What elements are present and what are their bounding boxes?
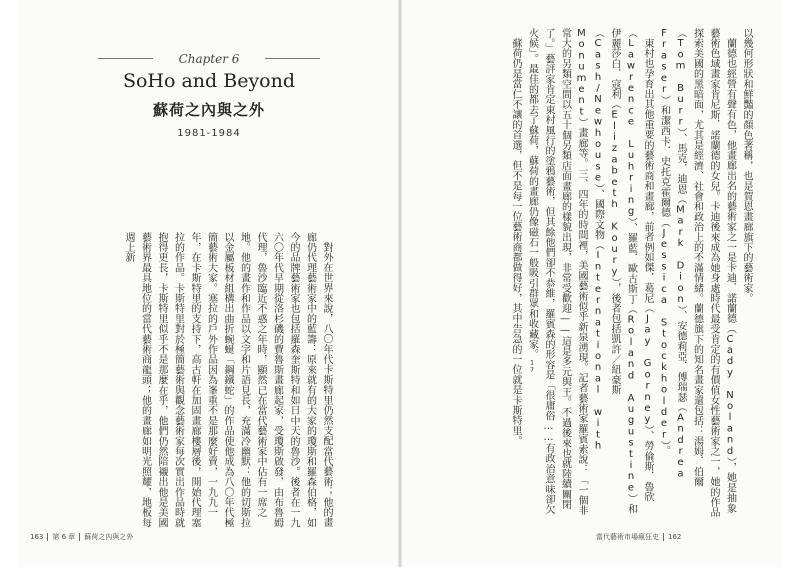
page-number: 162	[668, 533, 682, 541]
right-paragraph: 蘭德也經營有聲有色，他畫廊出名的藝術家之一是卡迪．諾蘭德（Cady Noland），她是抽象藝術色域畫家肯尼斯．諾蘭德的女兒。卡迪後來成為她身處時代最受肯定的有價值女性藝術家之一，她的作品探索美國的黑暗面，尤其是經濟、社會和政治上的不滿情緒。蘭德旗下的知名畫家還包括：湯姆．伯爾（Tom Burr）、馬克．迪恩（Mark Dion）、安德莉亞．傅瑞瑟（Andrea Fraser）和潔西卡．史托克霍爾德（Jessica Stockholder）。	[658, 28, 736, 518]
folio-divider	[47, 533, 48, 541]
folio-divider	[79, 533, 80, 541]
chapter-title-cn: 蘇荷之內與之外	[152, 101, 265, 119]
right-paragraph: 以幾何形狀和鮮豔的顏色著稱，也是賀恩畫廊旗下的藝術家。	[741, 28, 752, 304]
right-folio	[596, 532, 681, 542]
right-page-body	[466, 28, 754, 519]
chapter-years: 1981-1984	[177, 128, 241, 139]
right-paragraph	[523, 28, 655, 519]
page-number: 163	[30, 533, 44, 541]
endnote-marker: 17	[528, 359, 536, 375]
left-paragraph: 對外在世界來說，八〇年代卡斯特里仍然支配當代藝術；他的畫廊仍代理藝術家中的藍籌：原來就有的大家的瓊斯和羅森伯格，如今的品牌藝術家也包括羅森奎斯特和如日中天的魯沙。後者在一九六〇年代早期從洛杉磯的費魯斯畫廊起家，受瓊斯啟發，由布魯姆代理，魯沙臨近不惑之年時，顯然已在當代藝術家中佔有一席之地。他的畫作和作品以文字和片語見長，充滿冷幽默：他的切斯拉以金屬板材組構出曲折蜿蜒「鋼鐵蛇」的作品使他成為八〇年代極簡藝術大家。塞拉的戶外作品因為峯重不是那麼好賣，一九九一年，在卡斯特里的支持下，高古軒在加固畫廊樓層後，開始代理塞拉的作品。卡斯特里對於極簡藝術與觀念藝術家每次實出作品時就抱得更長，卡斯特里似乎不是那麼在乎，他們仍然陪襯出他是美國藝術界最具地位的當代藝術商龍頭；他的畫廊如明光照耀，地板每週上新	[123, 232, 332, 528]
folio-divider	[663, 533, 664, 541]
folio-chapter: 第 6 章	[52, 533, 76, 541]
left-folio	[30, 532, 133, 542]
folio-title: 蘇荷之內與之外	[84, 533, 134, 541]
chapter-label: Chapter 6	[178, 52, 240, 66]
right-paragraph-text: 東村也孕育出其他重要的藝術商和畫廊，前者例如傑．葛尼（Jay Gorney）、勞倫斯．魯欣（Lawrence Luhring）、羅藍．歐古斯丁（Roland Augustine）和伊麗莎白．寇利（Elizabeth Koury），後者包括凱許／紐豪斯（Cash/Newhouse）、國際文物（International with Monument）畫廊等。三、四年的時間裡，美國藝術似乎新泉湧現。記者藝術家羅賓索說：「一個非常大的另類空間以五十個另類店面畫廊的樣貌出現，非常受歡迎——這是多元與王。不過後來也就陸續關閉了。」藝評家肯定東村風行的塗鴉藝術，但其餘他們卻不恭維，羅賓森的形容是「很庸俗……有政治意味卻欠火候」。最佳的都去了蘇荷，蘇荷的畫廊仍像磁石一般吸引群眾和收藏家。	[526, 28, 653, 516]
folio-book-title: 當代藝術市場瘋狂史	[596, 533, 659, 541]
chapter-title-en: SoHo and Beyond	[122, 70, 296, 92]
right-paragraph: 蘇荷仍是當仁不讓的首選，但不是每一位藝術商都做得好，其中告急的一位就是卡斯特里。	[510, 38, 521, 446]
left-page-body	[116, 232, 334, 530]
